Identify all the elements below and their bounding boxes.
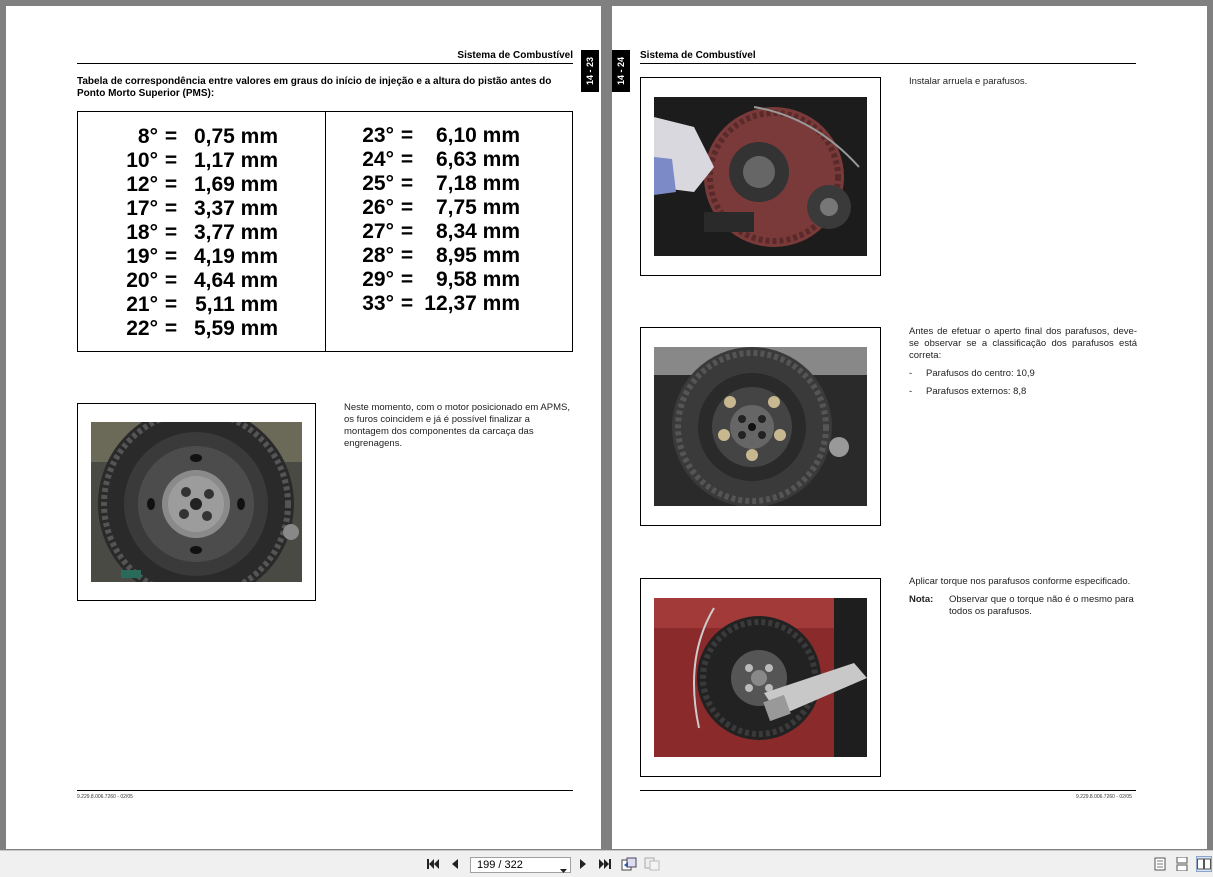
height-value: 7,75 mm [435,196,520,219]
page-number-tab: 14 - 23 [581,50,599,92]
height-value: 5,59 mm [193,317,278,340]
step-3-text: Aplicar torque nos parafusos conforme especificado. [909,576,1131,587]
degree-value: 22° [126,317,158,340]
table-row [104,197,278,221]
degree-value: 25° [362,172,394,195]
next-page-icon[interactable] [575,856,591,872]
degree-value: 24° [362,148,394,171]
note [909,594,1137,618]
page-header: Sistema de Combustível [77,50,573,64]
next-view-icon[interactable] [644,856,660,872]
continuous-icon[interactable] [1174,856,1190,872]
table-row [104,293,278,317]
left-page [6,6,601,849]
height-value: 3,37 mm [193,197,278,220]
bullet-text: Parafusos do centro: 10,9 [926,368,1035,379]
equals-sign: = [400,292,414,315]
height-value: 4,19 mm [193,245,278,268]
table-row [350,148,520,172]
chevron-down-icon[interactable] [560,863,567,877]
photo-description: Neste momento, com o motor posicionado em APMS, os furos coincidem e já é possível finalizar a montagem dos componentes da carcaça das engrenagens. [344,402,570,449]
equals-sign: = [164,149,178,172]
height-value: 8,95 mm [435,244,520,267]
height-value: 3,77 mm [193,221,278,244]
table-row [350,292,520,316]
table-column-1 [78,112,326,351]
table-row [104,269,278,293]
height-value: 1,69 mm [193,173,278,196]
equals-sign: = [400,244,414,267]
equals-sign: = [164,245,178,268]
last-page-icon[interactable] [597,856,613,872]
note-text: Observar que o torque não é o mesmo para todos os parafusos. [949,594,1134,617]
equals-sign: = [164,197,178,220]
table-row [350,220,520,244]
bullet-dash: - [909,368,913,379]
equals-sign: = [164,317,178,340]
step-1-text: Instalar arruela e parafusos. [909,76,1028,87]
degree-value: 23° [362,124,394,147]
degree-value: 26° [362,196,394,219]
step-2-block [909,326,1137,398]
degree-value: 10° [126,149,158,172]
equals-sign: = [164,293,178,316]
height-value: 4,64 mm [193,269,278,292]
degree-value: 27° [362,220,394,243]
height-value: 9,58 mm [435,268,520,291]
note-label: Nota: [909,594,934,605]
degree-value: 17° [126,197,158,220]
table-row [104,245,278,269]
degree-value: 8° [137,125,158,148]
equals-sign: = [164,125,178,148]
table-row [350,172,520,196]
degree-value: 33° [362,292,394,315]
bolt-classification-photo [654,347,867,506]
bullet-dash: - [909,386,913,397]
height-value: 8,34 mm [435,220,520,243]
photo-frame-2 [640,327,881,526]
previous-view-icon[interactable] [621,856,637,872]
equals-sign: = [164,221,178,244]
table-row [350,196,520,220]
photo-frame-3 [640,578,881,777]
bullet-text: Parafusos externos: 8,8 [926,386,1027,397]
viewer-toolbar [0,850,1213,877]
footer-line [77,790,573,791]
equals-sign: = [400,124,414,147]
list-item [909,386,1137,398]
right-page [612,6,1207,849]
torque-wrench-photo [654,598,867,757]
height-value: 6,63 mm [435,148,520,171]
height-value: 6,10 mm [435,124,520,147]
equals-sign: = [400,220,414,243]
height-value: 1,17 mm [193,149,278,172]
table-row [350,268,520,292]
equals-sign: = [400,196,414,219]
photo-frame-1 [640,77,881,276]
degree-value: 21° [126,293,158,316]
step-2-text: Antes de efetuar o aperto final dos parafusos, deve-se observar se a classificação dos parafusos está correta: [909,326,1137,361]
flywheel-photo [91,422,302,582]
equals-sign: = [400,172,414,195]
height-value: 0,75 mm [193,125,278,148]
table-row [104,125,278,149]
list-item [909,368,1137,380]
correspondence-table [77,111,573,352]
height-value: 7,18 mm [435,172,520,195]
degree-value: 12° [126,173,158,196]
degree-value: 20° [126,269,158,292]
equals-sign: = [400,268,414,291]
table-row [104,317,278,341]
equals-sign: = [164,269,178,292]
prev-page-icon[interactable] [447,856,463,872]
footer-line [640,790,1136,791]
table-column-2 [326,112,572,351]
degree-value: 19° [126,245,158,268]
photo-frame [77,403,316,601]
degree-value: 18° [126,221,158,244]
degree-value: 29° [362,268,394,291]
facing-pages-icon[interactable] [1196,856,1212,872]
height-value: 5,11 mm [195,293,278,316]
table-row [350,124,520,148]
table-row [104,173,278,197]
table-row [350,244,520,268]
step-3-block [909,576,1137,618]
table-intro: Tabela de correspondência entre valores em graus do início de injeção e a altura do pistão antes do Ponto Morto Superior (PMS): [77,76,552,99]
table-row [104,221,278,245]
table-row [104,149,278,173]
height-value: 12,37 mm [424,292,520,315]
degree-value: 28° [362,244,394,267]
doc-code: 9.229.8.006.7260 - 02/05 [77,794,133,800]
single-page-icon[interactable] [1152,856,1168,872]
page-number-value: 199 / 322 [477,859,523,871]
doc-code: 9.229.8.006.7260 - 02/05 [1076,794,1132,800]
equals-sign: = [400,148,414,171]
first-page-icon[interactable] [425,856,441,872]
equals-sign: = [164,173,178,196]
page-number-tab: 14 - 24 [612,50,630,92]
page-number-field[interactable] [470,857,571,873]
gear-installation-photo [654,97,867,256]
page-header: Sistema de Combustível [640,50,1136,64]
